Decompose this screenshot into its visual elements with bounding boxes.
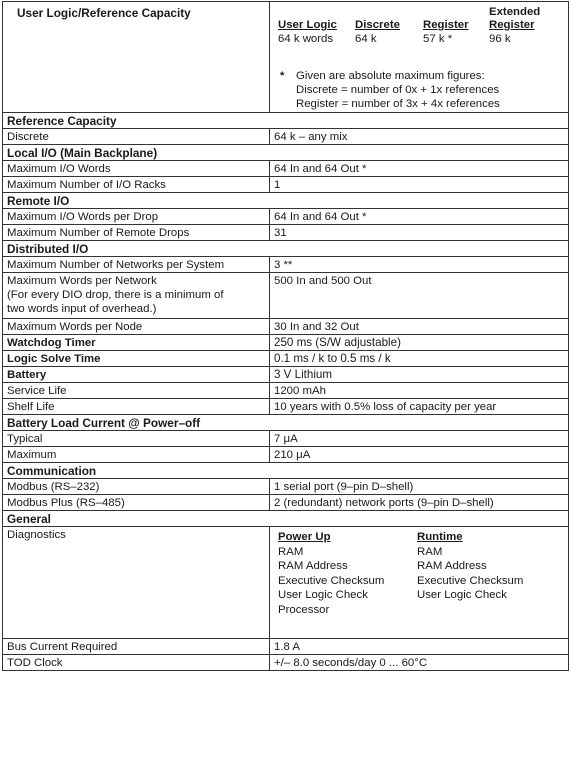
section-row [3,193,569,209]
spec-row [3,655,569,671]
capacity-value: 64 k [355,33,377,45]
capacity-head: Discrete [355,19,400,31]
spec-value: +/– 8.0 seconds/day 0 ... 60°C [270,655,569,671]
spec-label-line: two words input of overhead.) [7,303,157,315]
diagnostics-item: Executive Checksum [417,574,524,587]
diagnostics-cell [270,527,569,639]
spec-value: 1 [270,177,569,193]
spec-label: Bus Current Required [3,639,270,655]
capacity-value: 96 k [489,33,511,45]
spec-label: TOD Clock [3,655,270,671]
spec-value: 0.1 ms / k to 0.5 ms / k [270,351,569,367]
section-heading: Communication [3,463,569,479]
spec-label: Maximum I/O Words [3,161,270,177]
capacity-value: 64 k words [278,33,334,45]
capacity-col-register [423,19,469,46]
spec-row [3,399,569,415]
spec-label: Logic Solve Time [3,351,270,367]
capacity-label: User Logic/Reference Capacity [3,2,270,113]
spec-row [3,129,569,145]
spec-label: Maximum Number of Networks per System [3,257,270,273]
diagnostics-item: User Logic Check [417,589,507,601]
spec-label: Watchdog Timer [3,335,270,351]
diagnostics-grid [274,528,564,638]
spec-label: Maximum Words per Node [3,319,270,335]
spec-row [3,479,569,495]
spec-value: 7 μA [270,431,569,447]
spec-table [2,1,569,671]
capacity-row [3,2,569,113]
section-row [3,113,569,129]
diagnostics-item: RAM [417,545,443,558]
diagnostics-item: Processor [278,603,330,616]
spec-value: 64 In and 64 Out * [270,161,569,177]
section-heading: General [3,511,569,527]
spec-label [3,273,270,319]
spec-label: Battery [3,367,270,383]
spec-value: 1.8 A [270,639,569,655]
spec-label: Maximum Number of I/O Racks [3,177,270,193]
spec-label: Service Life [3,383,270,399]
spec-label: Maximum [3,447,270,463]
spec-value: 1200 mAh [270,383,569,399]
spec-value: 64 k – any mix [270,129,569,145]
section-row [3,145,569,161]
section-heading: Local I/O (Main Backplane) [3,145,569,161]
capacity-head: Register [423,19,469,31]
capacity-head: Register [489,19,535,31]
spec-value: 1 serial port (9–pin D–shell) [270,479,569,495]
footnote-marker: * [280,70,285,82]
spec-value: 10 years with 0.5% loss of capacity per year [270,399,569,415]
spec-row [3,335,569,351]
spec-row [3,319,569,335]
spec-label: Discrete [3,129,270,145]
diagnostics-row [3,527,569,639]
diagnostics-heading: Runtime [417,531,463,543]
capacity-head: Extended [489,6,541,18]
spec-value: 2 (redundant) network ports (9–pin D–shell) [270,495,569,511]
spec-row [3,177,569,193]
spec-row [3,257,569,273]
spec-row [3,431,569,447]
diagnostics-item: RAM Address [417,560,487,572]
spec-row [3,273,569,319]
capacity-col-user-logic [278,19,337,46]
footnote-line: Given are absolute maximum figures: [296,70,485,82]
section-heading: Distributed I/O [3,241,569,257]
section-heading: Reference Capacity [3,113,569,129]
spec-value: 30 In and 32 Out [270,319,569,335]
spec-row [3,447,569,463]
section-heading: Remote I/O [3,193,569,209]
spec-row [3,161,569,177]
diagnostics-item: RAM Address [278,560,348,572]
diagnostics-item: Executive Checksum [278,574,385,587]
capacity-value: 57 k * [423,33,453,45]
diagnostics-item: RAM [278,545,304,558]
section-row [3,463,569,479]
capacity-cell [270,2,569,113]
spec-row [3,225,569,241]
capacity-grid [274,3,564,110]
diagnostics-runtime-column [417,530,523,603]
spec-label-line: Maximum Words per Network [7,275,157,287]
spec-value: 500 In and 500 Out [270,273,569,319]
spec-row [3,639,569,655]
diagnostics-heading: Power Up [278,531,331,543]
spec-row [3,367,569,383]
spec-value: 64 In and 64 Out * [270,209,569,225]
spec-value: 31 [270,225,569,241]
spec-value: 3 ** [270,257,569,273]
spec-value: 210 μA [270,447,569,463]
spec-label: Maximum Number of Remote Drops [3,225,270,241]
spec-label: Shelf Life [3,399,270,415]
capacity-col-discrete [355,19,400,46]
section-row [3,511,569,527]
spec-label: Modbus (RS–232) [3,479,270,495]
section-row [3,415,569,431]
spec-row [3,383,569,399]
spec-label: Modbus Plus (RS–485) [3,495,270,511]
spec-value: 250 ms (S/W adjustable) [270,335,569,351]
footnote-line: Discrete = number of 0x + 1x references [296,84,500,96]
spec-row [3,351,569,367]
spec-row [3,495,569,511]
diagnostics-power-up-column [278,530,384,617]
spec-label-line: (For every DIO drop, there is a minimum of [7,289,224,301]
diagnostics-item: User Logic Check [278,589,368,601]
section-heading: Battery Load Current @ Power–off [3,415,569,431]
spec-row [3,209,569,225]
section-row [3,241,569,257]
capacity-head: User Logic [278,19,337,31]
spec-label: Typical [3,431,270,447]
footnote-line: Register = number of 3x + 4x references [296,98,500,110]
spec-value: 3 V Lithium [270,367,569,383]
spec-label: Diagnostics [3,527,270,639]
spec-label: Maximum I/O Words per Drop [3,209,270,225]
capacity-col-extended-register [489,6,540,46]
